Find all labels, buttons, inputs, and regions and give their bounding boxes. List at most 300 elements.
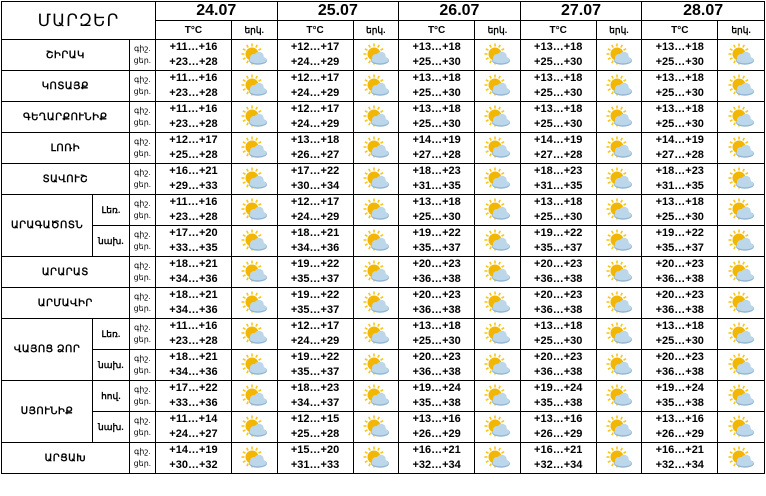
region-name: ԱՐՄԱՎԻՐ bbox=[2, 288, 130, 319]
night-temperature: +18…+21 bbox=[290, 227, 340, 239]
partly-cloudy-sun-icon bbox=[353, 257, 399, 288]
temperature-cell bbox=[277, 288, 353, 319]
subregion-label: նախ. bbox=[93, 412, 129, 443]
partly-cloudy-sun-icon bbox=[596, 443, 642, 474]
subregion-label: նախ. bbox=[93, 350, 129, 381]
table-row bbox=[2, 381, 765, 412]
night-temperature: +13…+18 bbox=[534, 320, 583, 332]
day-temperature: +33…+36 bbox=[169, 397, 218, 409]
temperature-cell bbox=[155, 443, 231, 474]
night-temperature: +12…+17 bbox=[290, 320, 340, 332]
day-header: 24.07 bbox=[155, 2, 277, 21]
night-temperature: +13…+18 bbox=[655, 196, 704, 208]
temperature-cell bbox=[277, 257, 353, 288]
day-night-label bbox=[129, 443, 155, 474]
temperature-cell bbox=[520, 443, 596, 474]
night-label: գիշ. bbox=[134, 106, 151, 115]
temperature-cell bbox=[155, 164, 231, 195]
temperature-cell bbox=[155, 133, 231, 164]
partly-cloudy-sun-icon bbox=[231, 102, 277, 133]
night-temperature: +12…+17 bbox=[169, 134, 218, 146]
day-temperature: +29…+33 bbox=[169, 180, 218, 192]
night-temperature: +14…+19 bbox=[655, 134, 704, 146]
night-temperature: +13…+18 bbox=[412, 41, 461, 53]
temperature-cell bbox=[277, 319, 353, 350]
forecast-table bbox=[1, 1, 765, 474]
temperature-cell bbox=[520, 226, 596, 257]
temperature-cell bbox=[155, 195, 231, 226]
day-temperature: +35…+38 bbox=[412, 397, 461, 409]
day-temperature: +25…+30 bbox=[412, 335, 461, 347]
partly-cloudy-sun-icon bbox=[231, 319, 277, 350]
temperature-cell bbox=[277, 71, 353, 102]
subregion-label: հով. bbox=[93, 381, 129, 412]
partly-cloudy-sun-icon bbox=[353, 102, 399, 133]
day-label: ցեր. bbox=[133, 397, 152, 406]
partly-cloudy-sun-icon bbox=[596, 381, 642, 412]
partly-cloudy-sun-icon bbox=[596, 412, 642, 443]
night-temperature: +20…+23 bbox=[534, 351, 583, 363]
partly-cloudy-sun-icon bbox=[231, 71, 277, 102]
partly-cloudy-sun-icon bbox=[475, 288, 521, 319]
night-temperature: +20…+23 bbox=[655, 351, 704, 363]
night-temperature: +13…+18 bbox=[534, 196, 583, 208]
day-temperature: +34…+37 bbox=[290, 397, 340, 409]
day-temperature: +26…+29 bbox=[534, 428, 583, 440]
day-temperature: +25…+30 bbox=[534, 335, 583, 347]
table-row bbox=[2, 195, 765, 226]
table-row bbox=[2, 257, 765, 288]
day-temperature: +31…+35 bbox=[412, 180, 461, 192]
day-label: ցեր. bbox=[133, 459, 152, 468]
night-label: գիշ. bbox=[134, 447, 151, 456]
partly-cloudy-sun-icon bbox=[718, 319, 765, 350]
day-night-label bbox=[129, 257, 155, 288]
night-temperature: +16…+21 bbox=[412, 444, 461, 456]
day-temperature: +24…+29 bbox=[290, 118, 340, 130]
temperature-cell bbox=[277, 195, 353, 226]
partly-cloudy-sun-icon bbox=[475, 195, 521, 226]
temperature-cell bbox=[642, 381, 718, 412]
night-temperature: +13…+16 bbox=[534, 413, 583, 425]
partly-cloudy-sun-icon bbox=[353, 195, 399, 226]
day-temperature: +35…+37 bbox=[290, 366, 340, 378]
day-temperature: +31…+33 bbox=[290, 459, 340, 471]
day-label: ցեր. bbox=[133, 56, 152, 65]
temp-column-header: T°C bbox=[642, 21, 718, 40]
day-temperature: +36…+38 bbox=[655, 304, 704, 316]
night-temperature: +19…+24 bbox=[655, 382, 704, 394]
temperature-cell bbox=[277, 40, 353, 71]
partly-cloudy-sun-icon bbox=[718, 226, 765, 257]
night-label: գիշ. bbox=[134, 323, 151, 332]
day-night-label bbox=[129, 195, 155, 226]
temperature-cell bbox=[642, 102, 718, 133]
day-night-label bbox=[129, 350, 155, 381]
temperature-cell bbox=[399, 133, 475, 164]
night-temperature: +13…+18 bbox=[534, 103, 583, 115]
region-name: ՍՅՈՒՆԻՔ bbox=[2, 381, 93, 443]
night-temperature: +19…+22 bbox=[290, 258, 340, 270]
day-temperature: +35…+37 bbox=[655, 242, 704, 254]
partly-cloudy-sun-icon bbox=[596, 350, 642, 381]
partly-cloudy-sun-icon bbox=[718, 164, 765, 195]
temperature-cell bbox=[642, 164, 718, 195]
partly-cloudy-sun-icon bbox=[353, 133, 399, 164]
partly-cloudy-sun-icon bbox=[353, 288, 399, 319]
temperature-cell bbox=[155, 71, 231, 102]
night-temperature: +18…+23 bbox=[655, 165, 704, 177]
partly-cloudy-sun-icon bbox=[475, 226, 521, 257]
region-name: ԱՐՑԱԽ bbox=[2, 443, 130, 474]
night-temperature: +11…+16 bbox=[169, 72, 218, 84]
day-temperature: +25…+28 bbox=[290, 428, 340, 440]
temperature-cell bbox=[155, 288, 231, 319]
partly-cloudy-sun-icon bbox=[231, 350, 277, 381]
partly-cloudy-sun-icon bbox=[231, 443, 277, 474]
day-temperature: +31…+35 bbox=[655, 180, 704, 192]
day-temperature: +31…+35 bbox=[534, 180, 583, 192]
partly-cloudy-sun-icon bbox=[718, 257, 765, 288]
temperature-cell bbox=[277, 226, 353, 257]
day-night-label bbox=[129, 381, 155, 412]
night-temperature: +19…+22 bbox=[290, 289, 340, 301]
day-temperature: +25…+30 bbox=[534, 118, 583, 130]
day-temperature: +36…+38 bbox=[655, 273, 704, 285]
partly-cloudy-sun-icon bbox=[353, 350, 399, 381]
day-label: ցեր. bbox=[133, 304, 152, 313]
day-temperature: +27…+28 bbox=[534, 149, 583, 161]
day-temperature: +35…+38 bbox=[534, 397, 583, 409]
night-label: գիշ. bbox=[134, 416, 151, 425]
day-temperature: +35…+37 bbox=[290, 273, 340, 285]
partly-cloudy-sun-icon bbox=[718, 71, 765, 102]
temperature-cell bbox=[520, 102, 596, 133]
temperature-cell bbox=[642, 40, 718, 71]
night-temperature: +13…+18 bbox=[534, 72, 583, 84]
partly-cloudy-sun-icon bbox=[718, 288, 765, 319]
sky-column-header: երկ. bbox=[353, 21, 399, 40]
partly-cloudy-sun-icon bbox=[231, 133, 277, 164]
night-label: գիշ. bbox=[134, 385, 151, 394]
table-row bbox=[2, 443, 765, 474]
partly-cloudy-sun-icon bbox=[718, 381, 765, 412]
day-temperature: +25…+28 bbox=[169, 149, 218, 161]
temperature-cell bbox=[155, 381, 231, 412]
partly-cloudy-sun-icon bbox=[596, 257, 642, 288]
subregion-label: նախ. bbox=[93, 226, 129, 257]
temperature-cell bbox=[642, 412, 718, 443]
partly-cloudy-sun-icon bbox=[475, 40, 521, 71]
temperature-cell bbox=[642, 226, 718, 257]
partly-cloudy-sun-icon bbox=[596, 288, 642, 319]
day-header: 25.07 bbox=[277, 2, 399, 21]
partly-cloudy-sun-icon bbox=[231, 257, 277, 288]
day-temperature: +32…+34 bbox=[412, 459, 461, 471]
day-temperature: +36…+38 bbox=[412, 366, 461, 378]
region-name: ԱՐԱԳԱԾՈՏՆ bbox=[2, 195, 93, 257]
temperature-cell bbox=[642, 288, 718, 319]
temperature-cell bbox=[277, 350, 353, 381]
partly-cloudy-sun-icon bbox=[231, 412, 277, 443]
day-header: 27.07 bbox=[520, 2, 642, 21]
temperature-cell bbox=[155, 319, 231, 350]
partly-cloudy-sun-icon bbox=[475, 257, 521, 288]
day-temperature: +35…+37 bbox=[412, 242, 461, 254]
partly-cloudy-sun-icon bbox=[596, 319, 642, 350]
temperature-cell bbox=[520, 288, 596, 319]
night-temperature: +12…+17 bbox=[290, 196, 340, 208]
day-temperature: +25…+30 bbox=[412, 87, 461, 99]
day-temperature: +27…+28 bbox=[412, 149, 461, 161]
night-label: գիշ. bbox=[134, 292, 151, 301]
partly-cloudy-sun-icon bbox=[718, 40, 765, 71]
night-temperature: +13…+18 bbox=[655, 103, 704, 115]
partly-cloudy-sun-icon bbox=[718, 350, 765, 381]
partly-cloudy-sun-icon bbox=[353, 40, 399, 71]
partly-cloudy-sun-icon bbox=[718, 195, 765, 226]
partly-cloudy-sun-icon bbox=[475, 350, 521, 381]
night-temperature: +20…+23 bbox=[412, 289, 461, 301]
partly-cloudy-sun-icon bbox=[718, 443, 765, 474]
temperature-cell bbox=[277, 164, 353, 195]
temperature-cell bbox=[520, 319, 596, 350]
table-row bbox=[2, 226, 765, 257]
night-temperature: +11…+16 bbox=[169, 41, 218, 53]
partly-cloudy-sun-icon bbox=[353, 443, 399, 474]
night-label: գիշ. bbox=[134, 75, 151, 84]
day-temperature: +23…+28 bbox=[169, 56, 218, 68]
day-temperature: +30…+32 bbox=[169, 459, 218, 471]
day-night-label bbox=[129, 102, 155, 133]
day-temperature: +34…+36 bbox=[169, 366, 218, 378]
night-temperature: +20…+23 bbox=[534, 289, 583, 301]
day-night-label bbox=[129, 226, 155, 257]
day-temperature: +25…+30 bbox=[655, 335, 704, 347]
night-temperature: +20…+23 bbox=[412, 258, 461, 270]
night-label: գիշ. bbox=[134, 261, 151, 270]
night-temperature: +13…+18 bbox=[412, 103, 461, 115]
night-label: գիշ. bbox=[134, 230, 151, 239]
day-label: ցեր. bbox=[133, 149, 152, 158]
temperature-cell bbox=[520, 257, 596, 288]
table-row bbox=[2, 133, 765, 164]
day-temperature: +23…+28 bbox=[169, 87, 218, 99]
partly-cloudy-sun-icon bbox=[353, 226, 399, 257]
day-temperature: +36…+38 bbox=[655, 366, 704, 378]
partly-cloudy-sun-icon bbox=[596, 71, 642, 102]
night-temperature: +18…+21 bbox=[169, 351, 218, 363]
night-temperature: +19…+22 bbox=[655, 227, 704, 239]
partly-cloudy-sun-icon bbox=[475, 71, 521, 102]
partly-cloudy-sun-icon bbox=[475, 381, 521, 412]
night-label: գիշ. bbox=[134, 44, 151, 53]
temperature-cell bbox=[520, 195, 596, 226]
region-name: ՇԻՐԱԿ bbox=[2, 40, 130, 71]
day-temperature: +25…+30 bbox=[655, 87, 704, 99]
day-label: ցեր. bbox=[133, 242, 152, 251]
temperature-cell bbox=[399, 195, 475, 226]
day-temperature: +35…+37 bbox=[290, 304, 340, 316]
day-temperature: +34…+36 bbox=[169, 273, 218, 285]
day-temperature: +36…+38 bbox=[534, 366, 583, 378]
partly-cloudy-sun-icon bbox=[475, 319, 521, 350]
partly-cloudy-sun-icon bbox=[231, 226, 277, 257]
night-label: գիշ. bbox=[134, 137, 151, 146]
temperature-cell bbox=[520, 164, 596, 195]
night-temperature: +16…+21 bbox=[534, 444, 583, 456]
temperature-cell bbox=[155, 102, 231, 133]
day-temperature: +32…+34 bbox=[655, 459, 704, 471]
partly-cloudy-sun-icon bbox=[231, 288, 277, 319]
temperature-cell bbox=[155, 226, 231, 257]
temperature-cell bbox=[399, 71, 475, 102]
day-label: ցեր. bbox=[133, 273, 152, 282]
partly-cloudy-sun-icon bbox=[718, 102, 765, 133]
day-night-label bbox=[129, 133, 155, 164]
day-temperature: +25…+30 bbox=[412, 211, 461, 223]
night-temperature: +14…+19 bbox=[412, 134, 461, 146]
temperature-cell bbox=[520, 381, 596, 412]
day-temperature: +30…+34 bbox=[290, 180, 340, 192]
night-temperature: +14…+19 bbox=[169, 444, 218, 456]
night-temperature: +20…+23 bbox=[412, 351, 461, 363]
day-label: ցեր. bbox=[133, 335, 152, 344]
day-temperature: +26…+29 bbox=[655, 428, 704, 440]
night-temperature: +20…+23 bbox=[655, 289, 704, 301]
sky-column-header: երկ. bbox=[475, 21, 521, 40]
partly-cloudy-sun-icon bbox=[718, 133, 765, 164]
day-temperature: +25…+30 bbox=[534, 211, 583, 223]
night-temperature: +19…+24 bbox=[412, 382, 461, 394]
night-temperature: +11…+16 bbox=[169, 320, 218, 332]
partly-cloudy-sun-icon bbox=[596, 102, 642, 133]
partly-cloudy-sun-icon bbox=[353, 381, 399, 412]
night-temperature: +13…+18 bbox=[412, 320, 461, 332]
region-name: ԼՈՌԻ bbox=[2, 133, 130, 164]
temperature-cell bbox=[399, 350, 475, 381]
partly-cloudy-sun-icon bbox=[596, 133, 642, 164]
night-temperature: +18…+23 bbox=[534, 165, 583, 177]
temperature-cell bbox=[399, 319, 475, 350]
day-temperature: +25…+30 bbox=[534, 56, 583, 68]
partly-cloudy-sun-icon bbox=[475, 133, 521, 164]
day-label: ցեր. bbox=[133, 366, 152, 375]
night-temperature: +15…+20 bbox=[290, 444, 340, 456]
partly-cloudy-sun-icon bbox=[231, 195, 277, 226]
sky-column-header: երկ. bbox=[596, 21, 642, 40]
night-temperature: +13…+18 bbox=[534, 41, 583, 53]
temperature-cell bbox=[520, 40, 596, 71]
night-temperature: +20…+23 bbox=[655, 258, 704, 270]
region-name: ՏԱՎՈՒՇ bbox=[2, 164, 130, 195]
night-temperature: +18…+23 bbox=[290, 382, 340, 394]
temperature-cell bbox=[399, 412, 475, 443]
partly-cloudy-sun-icon bbox=[475, 164, 521, 195]
night-temperature: +18…+23 bbox=[412, 165, 461, 177]
partly-cloudy-sun-icon bbox=[475, 412, 521, 443]
night-temperature: +17…+22 bbox=[169, 382, 218, 394]
night-temperature: +19…+22 bbox=[290, 351, 340, 363]
temp-column-header: T°C bbox=[155, 21, 231, 40]
day-temperature: +36…+38 bbox=[412, 273, 461, 285]
night-temperature: +13…+18 bbox=[655, 320, 704, 332]
day-temperature: +27…+28 bbox=[655, 149, 704, 161]
day-temperature: +34…+36 bbox=[290, 242, 340, 254]
night-temperature: +13…+18 bbox=[412, 196, 461, 208]
partly-cloudy-sun-icon bbox=[231, 164, 277, 195]
night-label: գիշ. bbox=[134, 199, 151, 208]
day-label: ցեր. bbox=[133, 87, 152, 96]
day-night-label bbox=[129, 412, 155, 443]
night-temperature: +13…+16 bbox=[412, 413, 461, 425]
temperature-cell bbox=[399, 102, 475, 133]
night-temperature: +18…+21 bbox=[169, 289, 218, 301]
night-temperature: +13…+18 bbox=[412, 72, 461, 84]
region-name: ԿՈՏԱՅՔ bbox=[2, 71, 130, 102]
day-night-label bbox=[129, 40, 155, 71]
temperature-cell bbox=[277, 133, 353, 164]
temperature-cell bbox=[520, 71, 596, 102]
partly-cloudy-sun-icon bbox=[353, 412, 399, 443]
night-label: գիշ. bbox=[134, 354, 151, 363]
temperature-cell bbox=[642, 195, 718, 226]
night-temperature: +16…+21 bbox=[169, 165, 218, 177]
day-temperature: +23…+28 bbox=[169, 335, 218, 347]
temperature-cell bbox=[399, 226, 475, 257]
partly-cloudy-sun-icon bbox=[231, 40, 277, 71]
day-temperature: +24…+29 bbox=[290, 335, 340, 347]
day-temperature: +33…+35 bbox=[169, 242, 218, 254]
table-row bbox=[2, 288, 765, 319]
sky-column-header: երկ. bbox=[718, 21, 765, 40]
temperature-cell bbox=[399, 443, 475, 474]
night-temperature: +12…+17 bbox=[290, 41, 340, 53]
table-row bbox=[2, 40, 765, 71]
subregion-label: Լեռ. bbox=[93, 195, 129, 226]
temperature-cell bbox=[155, 40, 231, 71]
night-temperature: +19…+22 bbox=[412, 227, 461, 239]
temperature-cell bbox=[399, 381, 475, 412]
night-temperature: +11…+14 bbox=[169, 413, 218, 425]
temperature-cell bbox=[399, 257, 475, 288]
temperature-cell bbox=[155, 257, 231, 288]
partly-cloudy-sun-icon bbox=[475, 443, 521, 474]
night-temperature: +19…+24 bbox=[534, 382, 583, 394]
temperature-cell bbox=[642, 71, 718, 102]
table-row bbox=[2, 102, 765, 133]
night-temperature: +12…+15 bbox=[290, 413, 340, 425]
day-temperature: +26…+27 bbox=[290, 149, 340, 161]
night-temperature: +13…+18 bbox=[655, 72, 704, 84]
partly-cloudy-sun-icon bbox=[596, 40, 642, 71]
table-row bbox=[2, 412, 765, 443]
region-name: ԱՐԱՐԱՏ bbox=[2, 257, 130, 288]
night-temperature: +17…+22 bbox=[290, 165, 340, 177]
night-temperature: +13…+18 bbox=[655, 41, 704, 53]
day-temperature: +24…+29 bbox=[290, 211, 340, 223]
night-temperature: +11…+16 bbox=[169, 196, 218, 208]
night-temperature: +13…+16 bbox=[655, 413, 704, 425]
temperature-cell bbox=[520, 412, 596, 443]
day-night-label bbox=[129, 71, 155, 102]
day-temperature: +25…+30 bbox=[655, 211, 704, 223]
partly-cloudy-sun-icon bbox=[596, 195, 642, 226]
temp-column-header: T°C bbox=[399, 21, 475, 40]
temperature-cell bbox=[277, 102, 353, 133]
day-temperature: +36…+38 bbox=[412, 304, 461, 316]
day-temperature: +36…+38 bbox=[534, 304, 583, 316]
